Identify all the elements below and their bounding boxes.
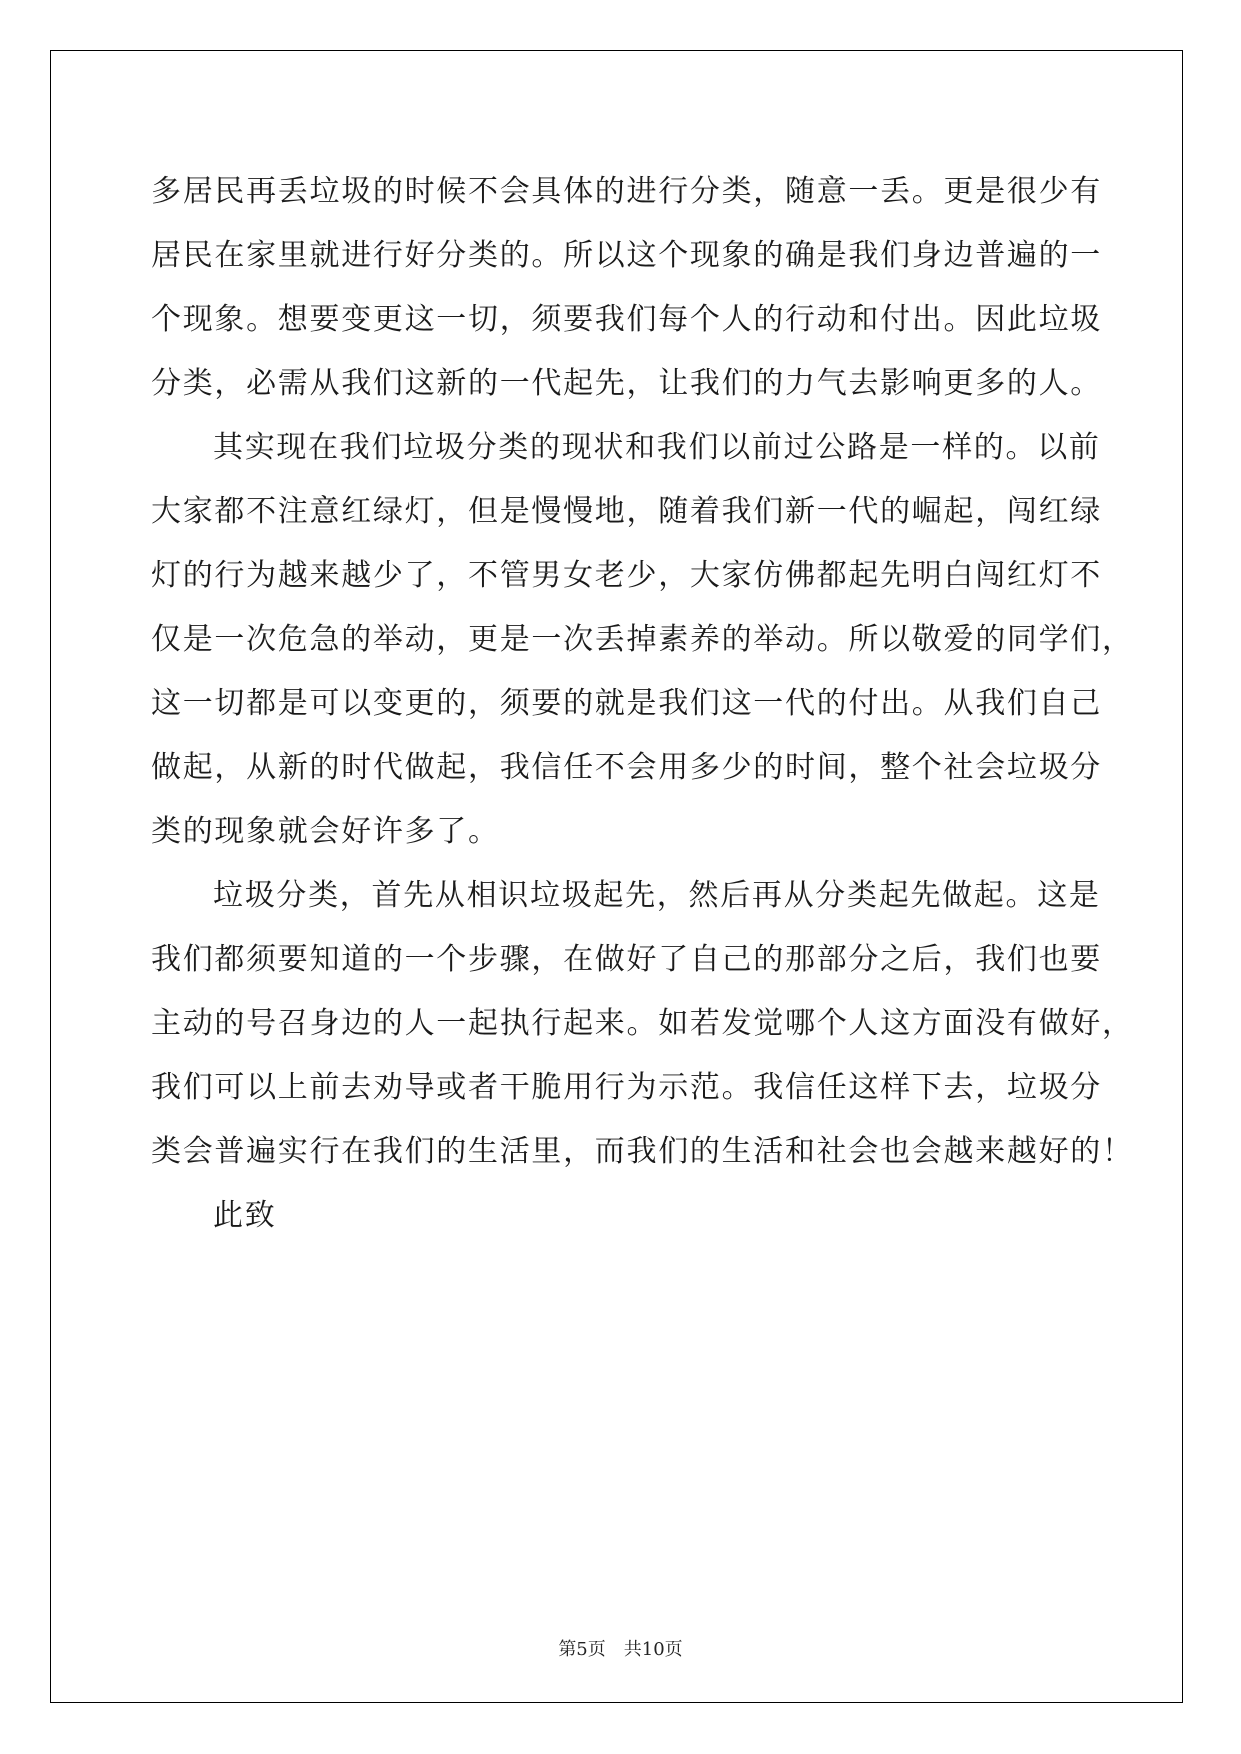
text-line: 做起，从新的时代做起，我信任不会用多少的时间，整个社会垃圾分 <box>151 750 1102 785</box>
text-line: 个现象。想要变更这一切，须要我们每个人的行动和付出。因此垃圾 <box>151 302 1102 337</box>
text-line: 这一切都是可以变更的，须要的就是我们这一代的付出。从我们自己 <box>151 686 1102 721</box>
text-line: 大家都不注意红绿灯，但是慢慢地，随着我们新一代的崛起，闯红绿 <box>151 494 1102 529</box>
text-line: 主动的号召身边的人一起执行起来。如若发觉哪个人这方面没有做好， <box>151 1006 1134 1041</box>
text-line: 灯的行为越来越少了，不管男女老少，大家仿佛都起先明白闯红灯不 <box>151 558 1102 593</box>
document-body <box>151 160 1134 1248</box>
text-line: 我们可以上前去劝导或者干脆用行为示范。我信任这样下去，垃圾分 <box>151 1070 1102 1105</box>
text-line: 居民在家里就进行好分类的。所以这个现象的确是我们身边普遍的一 <box>151 238 1102 273</box>
text-line: 分类，必需从我们这新的一代起先，让我们的力气去影响更多的人。 <box>151 366 1102 401</box>
text-line: 仅是一次危急的举动，更是一次丢掉素养的举动。所以敬爱的同学们， <box>151 622 1134 657</box>
text-line: 类会普遍实行在我们的生活里，而我们的生活和社会也会越来越好的！ <box>151 1134 1134 1169</box>
text-line: 类的现象就会好许多了。 <box>151 814 500 849</box>
page-footer <box>0 1635 1241 1661</box>
text-line: 其实现在我们垃圾分类的现状和我们以前过公路是一样的。以前 <box>213 430 1101 465</box>
page-total: 共10页 <box>623 1639 683 1660</box>
text-line: 我们都须要知道的一个步骤，在做好了自己的那部分之后，我们也要 <box>151 942 1102 977</box>
text-line: 多居民再丢垃圾的时候不会具体的进行分类，随意一丢。更是很少有 <box>151 174 1102 209</box>
page-number: 第5页 <box>558 1639 606 1660</box>
closing-salutation: 此致 <box>213 1198 277 1233</box>
text-line: 垃圾分类，首先从相识垃圾起先，然后再从分类起先做起。这是 <box>213 878 1101 913</box>
